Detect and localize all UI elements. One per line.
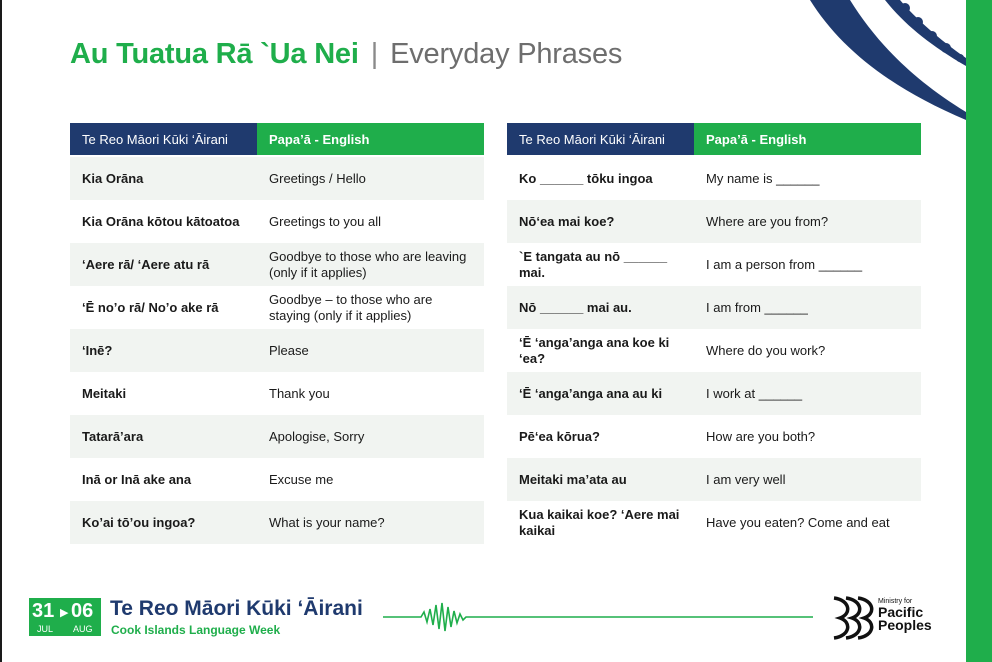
table-row — [70, 415, 484, 458]
table-row — [507, 501, 921, 544]
maori-phrase: ‘Ē no’o rā/ No’o ake rā — [82, 299, 219, 315]
table-row — [507, 372, 921, 415]
english-phrase: Please — [257, 329, 484, 372]
date-badge — [29, 598, 101, 636]
right-phrase-table — [507, 123, 921, 544]
table-row — [507, 458, 921, 501]
english-phrase: Greetings / Hello — [257, 157, 484, 200]
table-row — [70, 200, 484, 243]
arrow-right-icon: ▶ — [60, 607, 69, 619]
page-title — [70, 38, 622, 71]
table-row — [70, 329, 484, 372]
maori-phrase: Kua kaikai koe? ‘Aere mai kaikai — [519, 506, 680, 538]
table-row — [70, 157, 484, 200]
maori-phrase: ‘Aere rā/ ‘Aere atu rā — [70, 243, 257, 286]
english-phrase: Greetings to you all — [269, 213, 382, 229]
title-maori: Au Tuatua Rā `Ua Nei — [70, 38, 359, 70]
table-row — [70, 458, 484, 501]
english-phrase: What is your name? — [257, 501, 484, 544]
table-row — [507, 200, 921, 243]
english-phrase: Excuse me — [269, 471, 334, 487]
maori-phrase: Ko’ai tō’ou ingoa? — [70, 501, 257, 544]
english-phrase: How are you both? — [706, 428, 816, 444]
english-phrase: I am from ______ — [694, 286, 921, 329]
maori-phrase: ‘Ē ‘anga’anga ana au ki — [507, 372, 694, 415]
right-green-stripe — [966, 0, 992, 662]
english-phrase: Where do you work? — [706, 342, 826, 358]
footer-title: Te Reo Māori Kūki ‘Āirani — [110, 597, 363, 620]
maori-phrase: ‘Inē? — [70, 329, 257, 372]
maori-phrase: Pē‘ea kōrua? — [519, 428, 600, 444]
table-row — [507, 415, 921, 458]
maori-phrase: Kia Orāna kōtou kātoatoa — [82, 213, 240, 229]
maori-phrase: `E tangata au nō ______ mai. — [519, 248, 668, 280]
table-row — [507, 286, 921, 329]
footer-subtitle: Cook Islands Language Week — [111, 623, 281, 637]
corner-decoration — [780, 0, 966, 120]
maori-phrase: ‘Ē ‘anga’anga ana koe ki ‘ea? — [519, 334, 670, 366]
header-maori: Te Reo Māori Kūki ‘Āirani — [70, 123, 257, 155]
title-separator: | — [370, 38, 379, 70]
header-english: Papa’ā - English — [257, 123, 484, 155]
table-header-row — [70, 123, 484, 155]
maori-phrase: Meitaki — [82, 385, 127, 401]
sound-wave-icon — [383, 600, 813, 634]
month-end: AUG — [73, 624, 93, 634]
logo-name — [878, 606, 932, 632]
month-start: JUL — [37, 624, 54, 634]
maori-phrase: Meitaki ma’ata au — [507, 458, 694, 501]
english-phrase: Thank you — [269, 385, 330, 401]
english-phrase: My name is ______ — [706, 170, 820, 186]
maori-phrase: Inā or Inā ake ana — [82, 471, 192, 487]
left-border — [0, 0, 2, 662]
english-phrase: Where are you from? — [694, 200, 921, 243]
table-row — [507, 243, 921, 286]
table-row — [507, 157, 921, 200]
english-phrase: I am a person from ______ — [706, 256, 863, 272]
english-phrase: I work at ______ — [694, 372, 921, 415]
english-phrase: I am very well — [694, 458, 921, 501]
table-row — [70, 501, 484, 544]
maori-phrase: Nō‘ea mai koe? — [507, 200, 694, 243]
logo-ministry-text: Ministry for — [878, 598, 913, 605]
english-phrase: Apologise, Sorry — [257, 415, 484, 458]
logo-line-1: Pacific — [878, 604, 924, 620]
maori-phrase: Kia Orāna — [70, 157, 257, 200]
header-maori: Te Reo Māori Kūki ‘Āirani — [507, 123, 694, 155]
english-phrase: Goodbye – to those who are staying (only if it applies) — [269, 291, 433, 323]
english-phrase: Goodbye to those who are leaving (only if it applies) — [257, 243, 484, 286]
table-row — [70, 372, 484, 415]
table-header-row — [507, 123, 921, 155]
header-english: Papa’ā - English — [694, 123, 921, 155]
title-english: Everyday Phrases — [390, 38, 623, 70]
table-row — [507, 329, 921, 372]
table-row — [70, 286, 484, 329]
left-phrase-table — [70, 123, 484, 544]
logo-line-2: Peoples — [878, 617, 932, 633]
table-row — [70, 243, 484, 286]
maori-phrase: Ko ______ tōku ingoa — [519, 170, 653, 186]
maori-phrase: Nō ______ mai au. — [507, 286, 694, 329]
maori-phrase: Tatarā’ara — [70, 415, 257, 458]
date-end: 06 — [71, 600, 94, 622]
date-start: 31 — [32, 600, 55, 622]
english-phrase: Have you eaten? Come and eat — [706, 514, 890, 530]
